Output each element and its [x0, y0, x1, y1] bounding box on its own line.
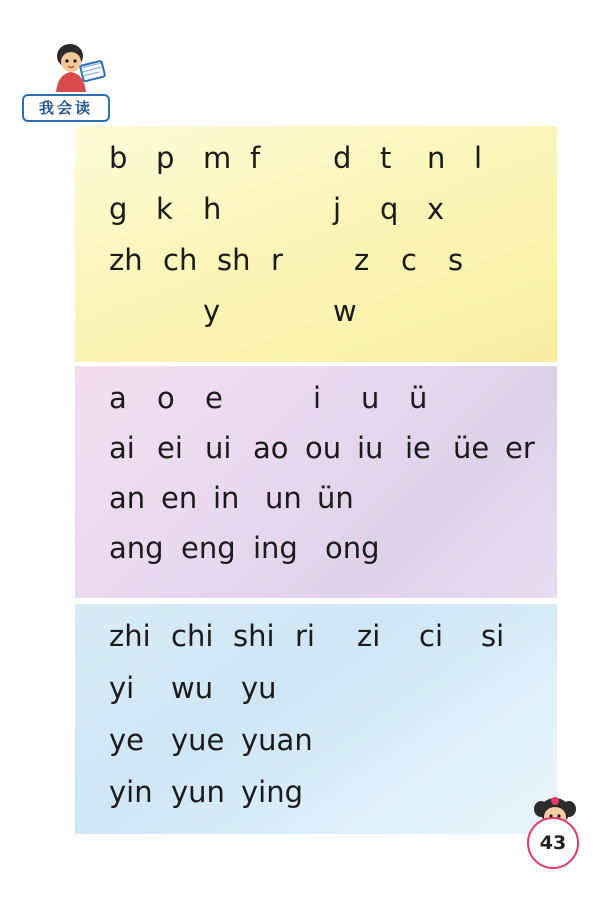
table-row: [75, 671, 557, 726]
pinyin-cell: ao: [253, 431, 289, 465]
pinyin-cell: yuan: [241, 723, 313, 757]
pinyin-cell: x: [427, 192, 445, 226]
pinyin-cell: ui: [205, 431, 232, 465]
pinyin-cell: ün: [317, 481, 354, 515]
pinyin-cell: in: [213, 481, 240, 515]
pinyin-cell: iu: [357, 431, 384, 465]
pinyin-cell: ch: [163, 243, 198, 277]
pinyin-cell: zh: [109, 243, 143, 277]
pinyin-cell: r: [271, 243, 283, 277]
section-header: [22, 42, 122, 122]
table-row: [75, 431, 557, 484]
table-row: [75, 775, 557, 830]
section-title: 我会读: [22, 94, 110, 122]
pinyin-cell: l: [474, 141, 483, 175]
pinyin-cell: q: [380, 192, 399, 226]
table-row: [75, 481, 557, 534]
pinyin-cell: an: [109, 481, 146, 515]
pinyin-cell: ci: [419, 619, 444, 653]
pinyin-cell: h: [203, 192, 222, 226]
pinyin-cell: yue: [171, 723, 225, 757]
page-number: 43: [527, 817, 579, 869]
page-number-badge: [521, 807, 585, 871]
pinyin-cell: b: [109, 141, 128, 175]
pinyin-cell: ri: [295, 619, 315, 653]
table-row: [75, 243, 557, 297]
pinyin-cell: a: [109, 381, 127, 415]
pinyin-cell: s: [448, 243, 464, 277]
pinyin-cell: en: [161, 481, 198, 515]
pinyin-cell: üe: [453, 431, 490, 465]
table-row: [75, 381, 557, 434]
table-row: [75, 192, 557, 246]
pinyin-cell: k: [156, 192, 173, 226]
pinyin-cell: y: [203, 294, 221, 328]
pinyin-cell: ie: [405, 431, 431, 465]
pinyin-cell: ei: [157, 431, 183, 465]
table-row: [75, 531, 557, 584]
pinyin-cell: yin: [109, 775, 153, 809]
pinyin-cell: ai: [109, 431, 135, 465]
pinyin-cell: ye: [109, 723, 145, 757]
pinyin-cell: u: [361, 381, 380, 415]
pinyin-cell: d: [333, 141, 352, 175]
pinyin-cell: j: [333, 192, 342, 226]
pinyin-cell: wu: [171, 671, 214, 705]
pinyin-cell: c: [401, 243, 417, 277]
finals-block: [75, 366, 557, 598]
pinyin-cell: chi: [171, 619, 214, 653]
boy-reading-icon: [40, 42, 112, 100]
pinyin-cell: o: [157, 381, 175, 415]
pinyin-cell: yi: [109, 671, 135, 705]
pinyin-cell: w: [333, 294, 357, 328]
pinyin-cell: ing: [253, 531, 298, 565]
pinyin-cell: m: [203, 141, 232, 175]
pinyin-cell: eng: [181, 531, 236, 565]
pinyin-cell: ü: [409, 381, 428, 415]
pinyin-cell: un: [265, 481, 302, 515]
initials-block: [75, 126, 557, 362]
pinyin-cell: z: [354, 243, 370, 277]
table-row: [75, 619, 557, 674]
table-row: [75, 294, 557, 348]
pinyin-cell: e: [205, 381, 223, 415]
pinyin-cell: ying: [241, 775, 304, 809]
pinyin-cell: ong: [325, 531, 380, 565]
pinyin-cell: zhi: [109, 619, 151, 653]
table-row: [75, 723, 557, 778]
pinyin-cell: g: [109, 192, 128, 226]
pinyin-cell: yu: [241, 671, 277, 705]
whole-syllables-block: [75, 604, 557, 834]
pinyin-cell: si: [481, 619, 505, 653]
pinyin-cell: n: [427, 141, 446, 175]
pinyin-cell: shi: [233, 619, 275, 653]
pinyin-cell: yun: [171, 775, 225, 809]
pinyin-cell: ang: [109, 531, 164, 565]
pinyin-cell: p: [156, 141, 175, 175]
pinyin-cell: t: [380, 141, 392, 175]
table-row: [75, 141, 557, 195]
pinyin-cell: er: [505, 431, 535, 465]
pinyin-cell: f: [250, 141, 261, 175]
pinyin-cell: zi: [357, 619, 381, 653]
pinyin-cell: i: [313, 381, 322, 415]
pinyin-cell: sh: [217, 243, 251, 277]
pinyin-cell: ou: [305, 431, 342, 465]
